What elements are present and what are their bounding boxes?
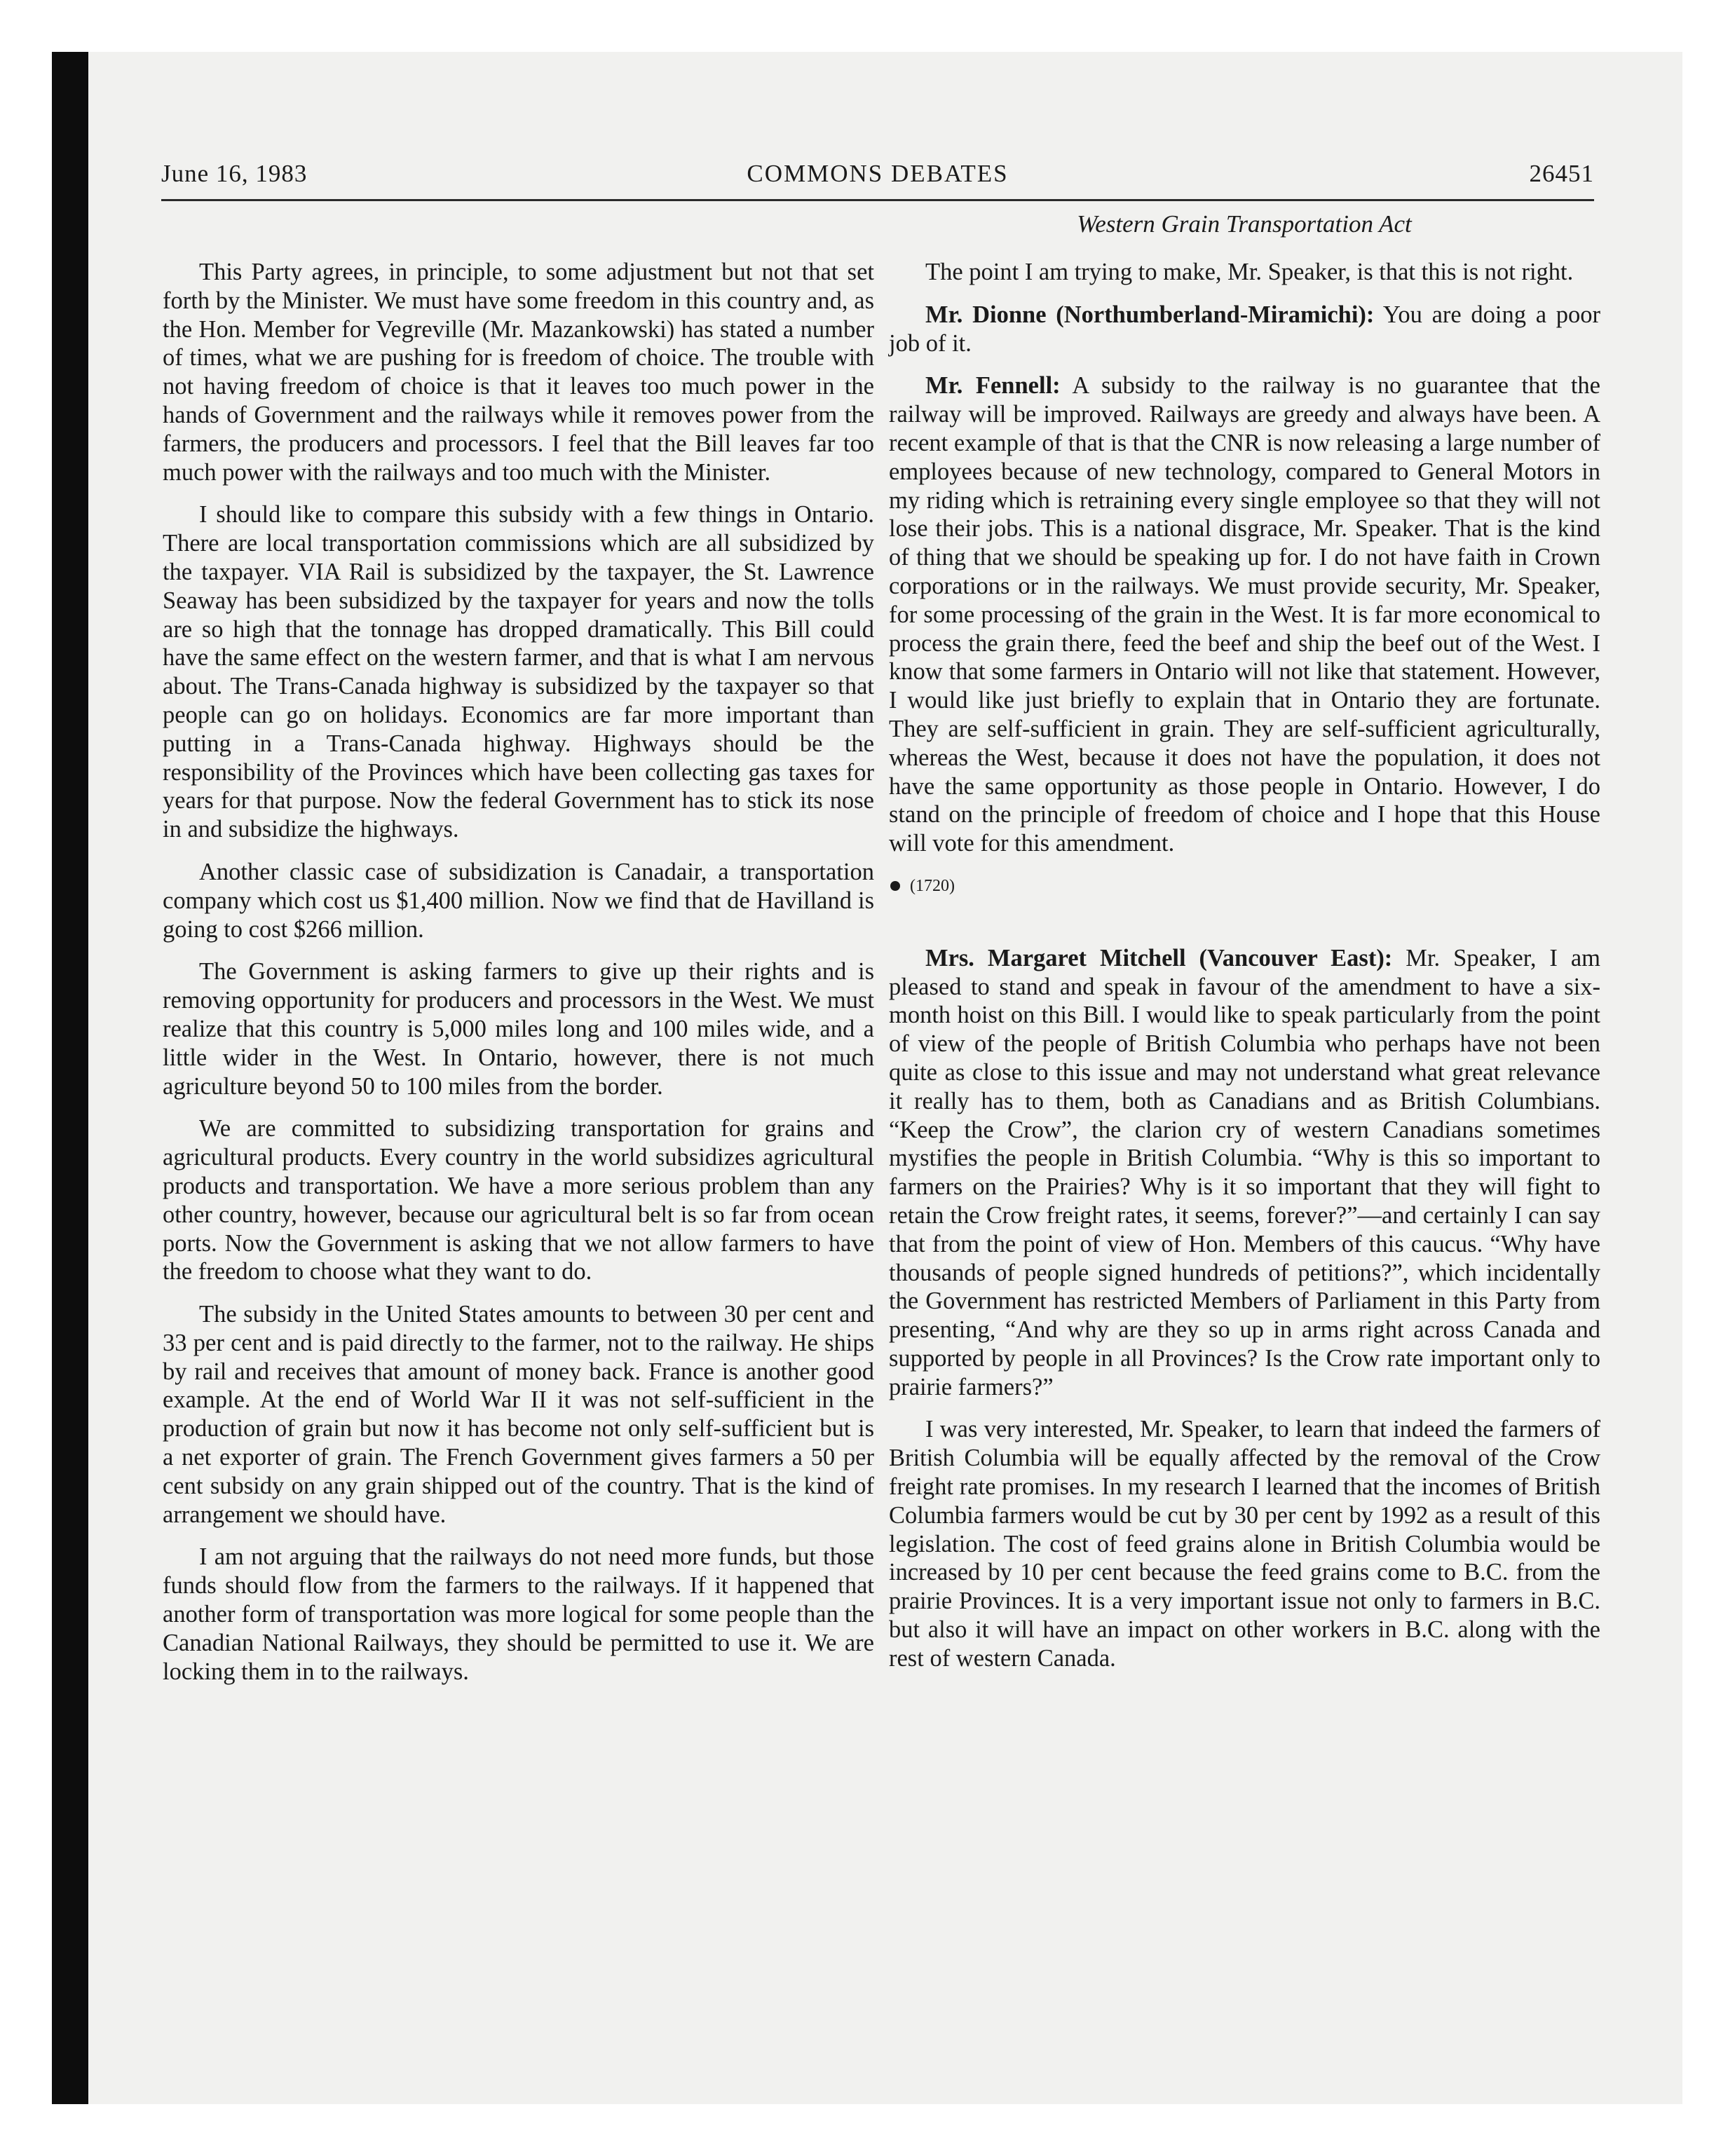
paragraph: I am not arguing that the railways do not need more funds, but those funds should flow from the farmers to the railways. If it happened that another form of transportation was more logical for some people than the Canadian National Railways, they should be permitted to use it. We are locking them in to the railways.: [163, 1543, 874, 1685]
paragraph: Another classic case of subsidization is Canadair, a transportation company which cost us $1,400 million. Now we find that de Havilland is going to cost $266 million.: [163, 858, 874, 943]
speaker-name: Mr. Dionne (Northumberland-Miramichi):: [925, 301, 1375, 328]
right-column: [889, 258, 1600, 1687]
header-page-number: 26451: [1529, 160, 1594, 187]
speech-text: You are doing a poor job of it.: [889, 301, 1601, 357]
paragraph: The Government is asking farmers to give up their rights and is removing opportunity for producers and processors in the West. We must realize that this country is 5,000 miles long and 100 miles wide, and a little wider in the West. In Ontario, however, there is not much agriculture beyond 50 to 100 miles from the border.: [163, 958, 874, 1100]
time-marker-text: (1720): [910, 876, 955, 895]
speech-dionne: [889, 301, 1600, 358]
paragraph: The subsidy in the United States amounts to between 30 per cent and 33 per cent and is paid directly to the farmer, not to the railway. He ships by rail and receives that amount of money back. France is another good example. At the end of World War II it was not self-sufficient in the production of grain but now it has become not only self-sufficient but is a net exporter of grain. The French Government gives farmers a 50 per cent subsidy on any grain shipped out of the country. That is the kind of arrangement we should have.: [163, 1301, 874, 1528]
header-publication: COMMONS DEBATES: [747, 160, 1009, 187]
paragraph: We are committed to subsidizing transportation for grains and agricultural products. Every country in the world subsidizes agricultural products and transportation. We have a more serious problem than any other country, however, because our agricultural belt is so far from ocean ports. Now the Government is asking that we not allow farmers to have the freedom to choose what they want to do.: [163, 1115, 874, 1285]
page-header: [161, 160, 1594, 201]
bullet-icon: [890, 881, 900, 891]
speech-fennell: [889, 371, 1600, 858]
header-date: June 16, 1983: [161, 160, 308, 187]
speech-text: Mr. Speaker, I am pleased to stand and speak in favour of the amendment to have a six-month hoist on this Bill. I would like to speak particularly from the point of view of the people of British Columbia who perhaps have not been quite as close to this issue and may not understand what great relevance it really has to them, both as Canadians and as British Columbians. “Keep the Crow”, the clarion cry of western Canadians sometimes mystifies the people in British Columbia. “Why is this so important to farmers on the Prairies? Why is it so important that they will fight to retain the Crow freight rates, it seems, forever?”—and certainly I can say that from the point of view of Hon. Members of this caucus. “Why have thousands of people signed hundreds of petitions?”, which incidentally the Government has restricted Members of Parliament in this Party from presenting, “And why are they so up in arms right across Canada and supported by people in all Provinces? Is the Crow rate important only to prairie farmers?”: [889, 944, 1600, 1400]
section-title: Western Grain Transportation Act: [1077, 210, 1412, 238]
paragraph: I should like to compare this subsidy with a few things in Ontario. There are local transportation commissions which are all subsidized by the taxpayer. VIA Rail is subsidized by the taxpayer, the St. Lawrence Seaway has been subsidized by the taxpayer for years and now the tolls are so high that the tonnage has dropped dramatically. This Bill could have the same effect on the western farmer, and that is what I am nervous about. The Trans-Canada highway is subsidized by the taxpayer so that people can go on holidays. Economics are far more important than putting in a Trans-Canada highway. Highways should be the responsibility of the Provinces which have been collecting gas taxes for years for that purpose. Now the federal Government has to stick its nose in and subsidize the highways.: [163, 501, 874, 843]
speaker-name: Mrs. Margaret Mitchell (Vancouver East):: [925, 944, 1393, 971]
speech-mitchell: [889, 944, 1600, 1402]
paragraph: The point I am trying to make, Mr. Speaker, is that this is not right.: [925, 259, 1574, 285]
paragraph: This Party agrees, in principle, to some adjustment but not that set forth by the Minister. We must have some freedom in this country and, as the Hon. Member for Vegreville (Mr. Mazankowski) has stated a number of times, what we are pushing for is freedom of choice. The trouble with not having freedom of choice is that it leaves too much power in the hands of Government and the railways while it removes power from the farmers, the producers and processors. I feel that the Bill leaves far too much power with the railways and too much with the Minister.: [163, 259, 874, 486]
speech-text: A subsidy to the railway is no guarantee that the railway will be improved. Railways are greedy and always have been. A recent example of that is that the CNR is now releasing a large number of employees because of new technology, compared to General Motors in my riding which is retraining every single employee so that they will not lose their jobs. This is a national disgrace, Mr. Speaker. That is the kind of thing that we should be speaking up for. I do not have faith in Crown corporations or in the railways. We must provide security, Mr. Speaker, for some processing of the grain in the West. It is far more economical to process the grain there, feed the beef and ship the beef out of the West. I know that some farmers in Ontario will not like that statement. However, I would like just briefly to explain that in Ontario they are fortunate. They are self-sufficient in grain. They are self-sufficient agriculturally, whereas the West, because it does not have the population, it does not have the same opportunity as those people in Ontario. However, I do stand on the principle of freedom of choice and I hope that this House will vote for this amendment.: [889, 372, 1600, 857]
paragraph: I was very interested, Mr. Speaker, to learn that indeed the farmers of British Columbia will be equally affected by the removal of the Crow freight rate promises. In my research I learned that the incomes of British Columbia farmers would be cut by 30 per cent by 1992 as a result of this legislation. The cost of feed grains alone in British Columbia would be increased by 10 per cent because the feed grains come to B.C. from the prairie Provinces. It is a very important issue not only to farmers in B.C. but also it will have an impact on other workers in B.C. along with the rest of western Canada.: [889, 1416, 1600, 1672]
left-column: [163, 258, 874, 1700]
time-marker: [889, 872, 1600, 901]
speaker-name: Mr. Fennell:: [925, 372, 1061, 400]
scan-edge: [52, 52, 88, 2104]
